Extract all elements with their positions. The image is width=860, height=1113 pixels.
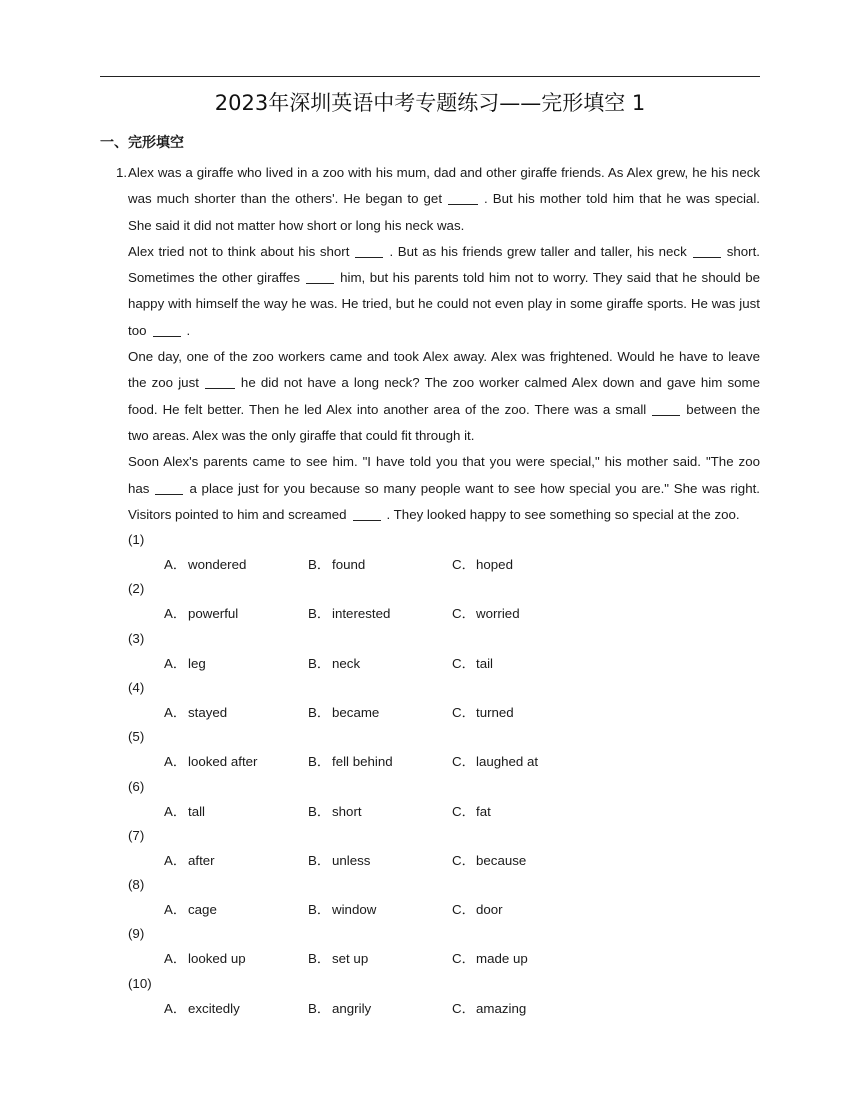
option-text: fell behind xyxy=(332,754,393,770)
option-letter: C． xyxy=(452,754,475,770)
answer-option[interactable] xyxy=(308,703,379,723)
answer-blank-3[interactable] xyxy=(693,243,721,258)
passage-text: a place just for you because so many people want to see how special you are." She was right. Visitors pointed to him and screamed xyxy=(128,480,760,522)
passage-text: . They looked happy to see something so special at the zoo. xyxy=(386,506,740,522)
option-letter: B． xyxy=(308,1000,331,1016)
answer-option[interactable] xyxy=(308,999,371,1019)
passage-paragraph-2 xyxy=(128,239,760,344)
option-text: wondered xyxy=(188,557,247,572)
answer-option[interactable] xyxy=(164,703,227,723)
option-letter: B． xyxy=(308,852,331,868)
option-letter: C． xyxy=(452,852,475,868)
answer-option[interactable] xyxy=(164,999,240,1019)
passage-text: Alex tried not to think about his short xyxy=(128,243,350,259)
answer-option[interactable] xyxy=(452,949,528,969)
option-text: excitedly xyxy=(188,1000,240,1016)
passage-text: . But as his friends grew taller and taller, his neck xyxy=(389,243,687,259)
passage-paragraph-3 xyxy=(128,344,760,449)
cloze-passage xyxy=(116,160,761,528)
answer-option[interactable] xyxy=(164,752,257,772)
answer-blank-7[interactable] xyxy=(652,401,680,416)
option-letter: C． xyxy=(452,951,475,967)
answer-option[interactable] xyxy=(164,654,206,674)
option-letter: A． xyxy=(164,754,187,770)
option-letter: B． xyxy=(308,606,331,622)
passage-text: he did not have a long neck? The zoo worker calmed Alex down and gave him some food. He felt better. Then he led Alex into another area of the zoo. There was a small xyxy=(128,375,760,417)
answer-option[interactable] xyxy=(452,703,514,723)
answer-option[interactable] xyxy=(308,949,368,969)
answer-option[interactable] xyxy=(452,604,520,624)
option-letter: C． xyxy=(452,557,475,572)
option-letter: A． xyxy=(164,951,187,967)
passage-text: Soon Alex's parents came to see him. "I have told you that you were special," his mother said. "The zoo has xyxy=(128,454,760,496)
answer-option[interactable] xyxy=(308,604,390,624)
option-letter: B． xyxy=(308,655,331,671)
option-text: fat xyxy=(476,803,491,819)
question-label: (8) xyxy=(128,877,145,893)
option-text: short xyxy=(332,803,362,819)
answer-blank-4[interactable] xyxy=(306,269,334,284)
option-letter: A． xyxy=(164,557,187,572)
answer-option[interactable] xyxy=(164,604,238,624)
option-letter: B． xyxy=(308,803,331,819)
answer-option[interactable] xyxy=(164,900,217,920)
question-label: (2) xyxy=(128,581,145,597)
option-text: after xyxy=(188,852,215,868)
answer-option[interactable] xyxy=(308,851,370,871)
question-label: (3) xyxy=(128,630,145,646)
option-letter: A． xyxy=(164,704,187,720)
option-text: cage xyxy=(188,902,217,918)
answer-option[interactable] xyxy=(308,900,376,920)
passage-text: short. Sometimes the other giraffes xyxy=(128,243,760,286)
question-label: (1) xyxy=(128,532,145,547)
option-letter: A． xyxy=(164,655,187,671)
option-text: looked up xyxy=(188,951,246,967)
option-text: unless xyxy=(332,852,371,868)
option-letter: B． xyxy=(308,754,331,770)
option-letter: C． xyxy=(452,704,475,720)
question-number: 1. xyxy=(116,165,128,180)
option-text: hoped xyxy=(476,557,513,572)
passage-text: Alex was a giraffe who lived in a zoo with his mum, dad and other giraffe friends. As Alex grew, he xyxy=(128,165,707,180)
option-letter: B． xyxy=(308,557,331,572)
answer-option[interactable] xyxy=(308,802,362,822)
passage-paragraph-1 xyxy=(128,160,760,239)
answer-blank-9[interactable] xyxy=(353,506,381,521)
page-title: 2023年深圳英语中考专题练习——完形填空 1 xyxy=(214,91,646,115)
option-text: turned xyxy=(476,704,514,720)
option-text: became xyxy=(332,704,380,720)
option-text: found xyxy=(332,557,366,572)
option-text: stayed xyxy=(188,704,228,720)
option-text: neck xyxy=(332,655,361,671)
option-text: window xyxy=(332,902,377,918)
question-label: (6) xyxy=(128,778,145,794)
option-text: powerful xyxy=(188,606,239,622)
header-rule xyxy=(100,76,760,77)
option-letter: A． xyxy=(164,852,187,868)
answer-option[interactable] xyxy=(452,851,526,871)
answer-option[interactable] xyxy=(164,851,215,871)
option-letter: C． xyxy=(452,803,475,819)
answer-blank-5[interactable] xyxy=(153,322,181,337)
passage-paragraph-4 xyxy=(128,449,760,528)
question-label: (4) xyxy=(128,679,145,695)
answer-option[interactable] xyxy=(164,555,246,575)
option-text: amazing xyxy=(476,1000,527,1016)
passage-text: . xyxy=(186,322,191,338)
option-text: angrily xyxy=(332,1000,372,1016)
passage-text: One day, one of the zoo workers came and took Alex away. Alex was frightened. Would he have to leave the zoo just xyxy=(128,349,760,391)
answer-option[interactable] xyxy=(308,555,365,575)
passage-text: . But his mother told him that he was special. She said it did not matter how short or long his neck was. xyxy=(128,191,760,233)
question-label: (9) xyxy=(128,926,145,942)
passage-text: between the two areas. Alex was the only giraffe that could fit through it. xyxy=(128,401,760,443)
answer-option[interactable] xyxy=(164,802,205,822)
answer-option[interactable] xyxy=(452,752,538,772)
option-letter: C． xyxy=(452,1000,475,1016)
answer-option[interactable] xyxy=(164,949,246,969)
option-text: door xyxy=(476,902,503,918)
option-text: leg xyxy=(188,655,206,671)
option-text: set up xyxy=(332,951,369,967)
option-text: tail xyxy=(476,655,493,671)
option-text: because xyxy=(476,852,527,868)
answer-blank-8[interactable] xyxy=(155,480,183,495)
answer-blank-1[interactable] xyxy=(448,190,478,205)
option-letter: C． xyxy=(452,902,475,918)
option-text: laughed at xyxy=(476,754,539,770)
option-letter: A． xyxy=(164,803,187,819)
passage-text: him, but his parents told him not to worry. They said that he should be happy with himself the way he was. He tried, but he could not even play in some giraffe sports. He was just too xyxy=(128,270,760,338)
answer-option[interactable] xyxy=(308,654,360,674)
option-text: worried xyxy=(476,606,520,622)
option-letter: A． xyxy=(164,902,187,918)
option-letter: B． xyxy=(308,902,331,918)
option-letter: B． xyxy=(308,704,331,720)
option-text: interested xyxy=(332,606,391,622)
answer-option[interactable] xyxy=(308,752,393,772)
option-letter: A． xyxy=(164,606,187,622)
question-label: (10) xyxy=(128,975,152,991)
answer-option[interactable] xyxy=(452,654,493,674)
question-label: (5) xyxy=(128,729,145,745)
option-letter: C． xyxy=(452,606,475,622)
option-text: looked after xyxy=(188,754,258,770)
option-text: made up xyxy=(476,951,528,967)
option-letter: C． xyxy=(452,655,475,671)
answer-option[interactable] xyxy=(452,999,526,1019)
answer-option[interactable] xyxy=(452,555,513,575)
option-letter: A． xyxy=(164,1000,187,1016)
passage-text: his neck was much shorter than the others'. He began to get xyxy=(128,165,761,207)
option-letter: B． xyxy=(308,951,331,967)
question-label: (7) xyxy=(128,827,145,843)
answer-blank-2[interactable] xyxy=(355,243,383,258)
answer-option[interactable] xyxy=(452,802,491,822)
option-text: tall xyxy=(188,803,205,819)
answer-option[interactable] xyxy=(452,900,503,920)
section-heading: 一、完形填空 xyxy=(100,135,184,151)
answer-blank-6[interactable] xyxy=(205,374,235,389)
